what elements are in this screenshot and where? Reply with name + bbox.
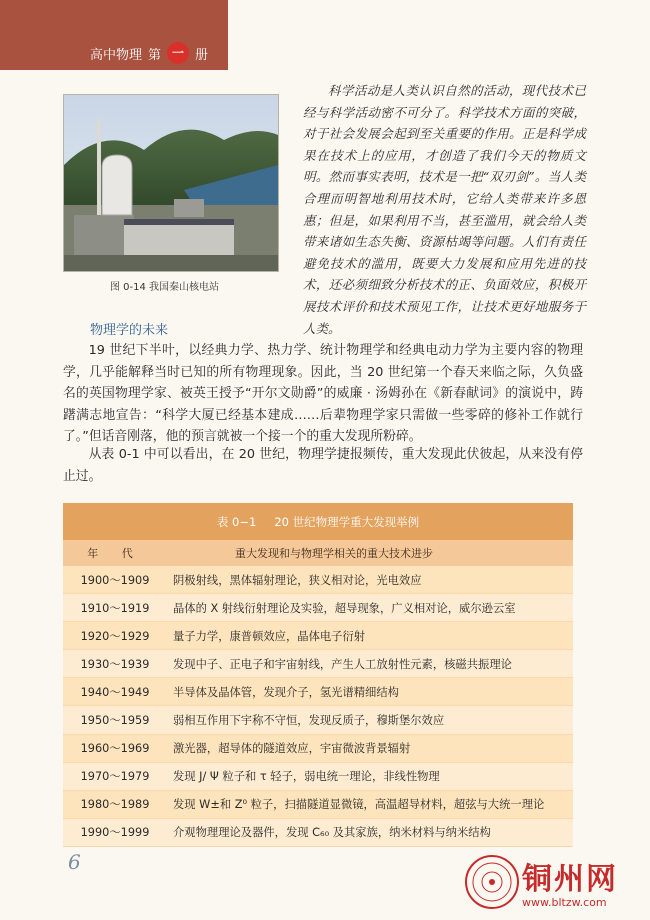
period-cell: 1970～1979: [80, 770, 150, 784]
table-title-bar: [63, 503, 573, 540]
table-row: [63, 622, 573, 650]
table-row: [63, 735, 573, 763]
discovery-cell: 阴极射线，黑体辐射理论，狭义相对论，光电效应: [173, 573, 422, 587]
book-title: 高中物理: [90, 47, 143, 63]
table-number: 表 0−1: [216, 514, 257, 529]
discovery-cell: 激光器，超导体的隧道效应，宇宙微波背景辐射: [173, 742, 411, 756]
period-cell: 1980～1989: [80, 798, 150, 812]
table-header-row: [63, 540, 573, 566]
discovery-cell: 介观物理理论及器件，发现 C₆₀ 及其家族，纳米材料与纳米结构: [173, 826, 491, 840]
discoveries-table: [63, 503, 573, 840]
period-cell: 1990～1999: [80, 826, 150, 840]
table-title: 20 世纪物理学重大发现举例: [274, 514, 420, 529]
watermark-name: 铜州网: [522, 862, 618, 897]
body-paragraph: 从表 0-1 中可以看出，在 20 世纪，物理学捷报频传，重大发现此伏彼起，从来没有停止过。: [63, 447, 583, 484]
site-watermark: [464, 846, 650, 920]
discovery-cell: 晶体的 X 射线衍射理论及实验，超导现象，广义相对论，威尔逊云室: [173, 601, 516, 615]
period-cell: 1960～1969: [80, 742, 150, 756]
period-cell: 1940～1949: [80, 685, 150, 699]
page-number: 6: [68, 850, 81, 874]
header-label: [90, 42, 208, 64]
period-cell: 1950～1959: [80, 714, 150, 728]
nuclear-plant-photo: [63, 94, 279, 272]
period-cell: 1910～1919: [80, 601, 150, 615]
side-paragraph: 科学活动是人类认识自然的活动，现代技术已经与科学活动密不可分了。科学技术方面的突破，对于社会发展会起到至关重要的作用。正是科学成果在技术上的应用，才创造了我们今天的物质文明。然而事实表明，技术是一把“双刃剑”。当人类合理而明智地利用技术时，它给人类带来许多恩惠；但是，如果利用不当，甚至滥用，就会给人类带来诸如生态失衡、资源枯竭等问题。人们有责任避免技术的滥用，既要大力发展和应用先进的技术，还必须细致分析技术的正、负面效应，积极开展技术评价和技术预见工作，让技术更好地服务于人类。: [303, 83, 586, 336]
watermark-url: www.bltzw.com: [522, 896, 607, 909]
section-title: 物理学的未来: [90, 323, 169, 338]
volume-ordinal-badge: 一: [167, 42, 189, 64]
discovery-cell: 半导体及晶体管，发现介子，氢光谱精细结构: [173, 685, 399, 699]
table-row: [63, 706, 573, 734]
discovery-cell: 发现中子、正电子和宇宙射线，产生人工放射性元素，核磁共振理论: [173, 657, 512, 671]
volume-suffix: 册: [195, 47, 209, 63]
table-body: [63, 566, 573, 840]
period-cell: 1920～1929: [80, 629, 150, 643]
column-header-discoveries: 重大发现和与物理学相关的重大技术进步: [235, 547, 433, 560]
watermark-seal-icon: [464, 854, 520, 910]
discovery-cell: 发现 W±和 Z⁰ 粒子，扫描隧道显微镜，高温超导材料，超弦与大统一理论: [173, 798, 545, 812]
discovery-cell: 量子力学，康普顿效应，晶体电子衍射: [173, 629, 366, 643]
table-row: [63, 566, 573, 594]
figure-caption: 图 0-14 我国秦山核电站: [110, 282, 220, 293]
discovery-cell: 发现 J/ Ψ 粒子和 τ 轻子，弱电统一理论，非线性物理: [173, 770, 440, 784]
chapter-header: [0, 0, 228, 70]
volume-prefix: 第: [148, 47, 162, 63]
table-row: [63, 594, 573, 622]
table-row: [63, 650, 573, 678]
table-row: [63, 819, 573, 847]
period-cell: 1900～1909: [80, 573, 150, 587]
nuclear-plant-illustration: [64, 95, 278, 271]
table-row: [63, 763, 573, 791]
table-row: [63, 791, 573, 819]
period-cell: 1930～1939: [80, 657, 150, 671]
column-header-period: 年 代: [87, 547, 143, 560]
body-paragraph: 19 世纪下半叶，以经典力学、热力学、统计物理学和经典电动力学为主要内容的物理学，几乎能解释当时已知的所有物理现象。因此，当 20 世纪第一个春天来临之际，久负盛名的英国物理学家、被英王授予“开尔文勋爵”的威廉 · 汤姆孙在《新春献词》的演说中，踌躇满志地宣告：“科学大厦已经基本建成……后辈物理学家只需做一些零碎的修补工作就行了。”但话音刚落，他的预言就被一个接一个的重大发现所粉碎。: [63, 343, 583, 445]
table-row: [63, 678, 573, 706]
discovery-cell: 弱相互作用下宇称不守恒，发现反质子，穆斯堡尔效应: [173, 714, 445, 728]
